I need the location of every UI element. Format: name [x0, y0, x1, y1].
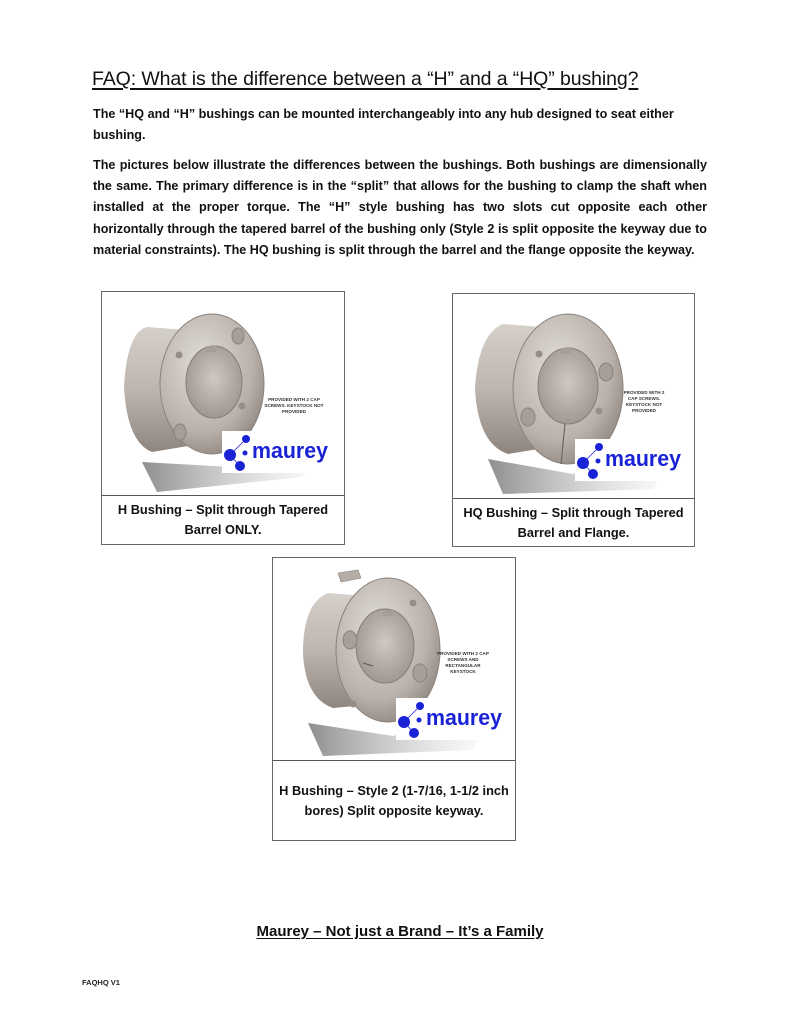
logo-text: maurey: [426, 705, 503, 730]
maurey-logo: [222, 431, 332, 478]
maurey-logo-icon: [222, 431, 332, 473]
figure-hq-bushing: [452, 293, 695, 547]
provided-note: PROVIDED WITH 2 CAP SCREWS AND RECTANGULAR KEYSTOCK: [437, 651, 489, 674]
maurey-logo: [396, 698, 506, 745]
maurey-logo-icon: [396, 698, 506, 740]
provided-note: PROVIDED WITH 2 CAP SCREWS. KEYSTOCK NOT PROVIDED: [264, 397, 324, 414]
maurey-logo: [575, 439, 685, 486]
maurey-logo-icon: [575, 439, 685, 481]
intro-paragraph: The “HQ and “H” bushings can be mounted interchangeably into any hub designed to seat either bushing.: [93, 107, 674, 143]
figure-caption: H Bushing – Style 2 (1-7/16, 1-1/2 inch bores) Split opposite keyway.: [273, 760, 515, 840]
page-title: FAQ: What is the difference between a “H” and a “HQ” bushing?: [92, 68, 639, 90]
figure-h-bushing-style2: [272, 557, 516, 841]
logo-text: maurey: [252, 438, 329, 463]
tagline: Maurey – Not just a Brand – It’s a Family: [256, 923, 544, 940]
logo-text: maurey: [605, 446, 682, 471]
figure-caption: HQ Bushing – Split through Tapered Barrel and Flange.: [453, 498, 694, 546]
explanation-paragraph: The pictures below illustrate the differences between the bushings. Both bushings are dimensionally the same. The primary difference is in the “split” that allows for the bushing to clamp the shaft when installed at the proper torque. The “H” style bushing has two slots cut opposite each other horizontally through the tapered barrel of the bushing only (Style 2 is split opposite the keyway due to material constraints). The HQ bushing is split through the barrel and the flange opposite the keyway.: [93, 158, 707, 257]
figure-caption: H Bushing – Split through Tapered Barrel ONLY.: [102, 495, 344, 544]
document-code: FAQHQ V1: [82, 978, 120, 987]
figure-h-bushing: [101, 291, 345, 545]
provided-note: PROVIDED WITH 2 CAP SCREWS. KEYSTOCK NOT PROVIDED: [623, 390, 665, 413]
